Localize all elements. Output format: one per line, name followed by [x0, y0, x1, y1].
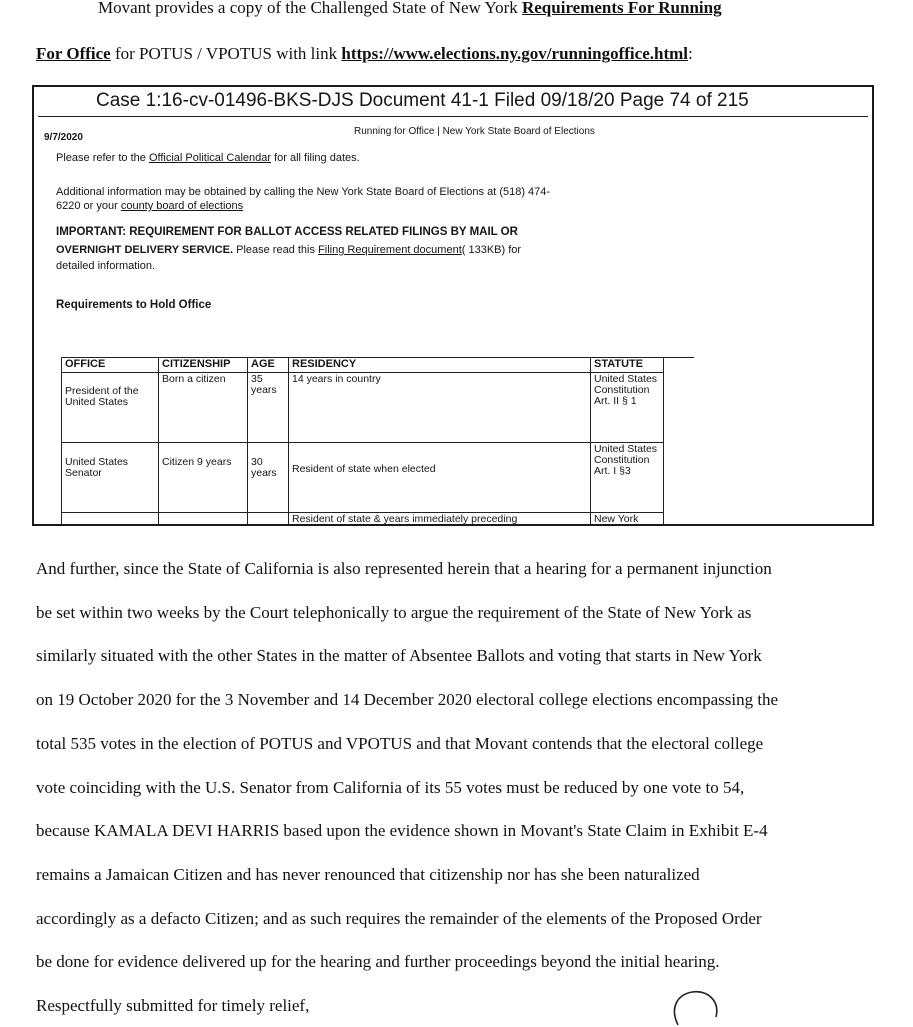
case-header: Case 1:16-cv-01496-BKS-DJS Document 41-1 Filed 09/18/20 Page 74 of 215	[96, 90, 749, 111]
requirements-link[interactable]: Requirements For Running	[521, 0, 722, 17]
exhibit-site-title: Running for Office | New York State Board of Elections	[354, 126, 595, 137]
cell-age-senator: 30 years	[248, 443, 289, 513]
intro-colon: :	[688, 44, 693, 63]
requirements-table	[61, 357, 694, 526]
closing-line: Respectfully submitted for timely relief,	[36, 996, 310, 1015]
body-line-6: vote coinciding with the U.S. Senator from California of its 55 votes must be reduced by one vote to 54,	[36, 778, 745, 797]
intro-line-2	[36, 44, 693, 64]
refer-line	[56, 152, 360, 164]
cell-cut-citizenship	[159, 513, 248, 526]
cell-cut-office	[62, 513, 159, 526]
important-line-3: detailed information.	[56, 260, 156, 272]
body-line-7: because KAMALA DEVI HARRIS based upon the evidence shown in Movant's State Claim in Exhibit E-4	[36, 821, 768, 840]
important-bold: OVERNIGHT DELIVERY SERVICE.	[56, 244, 234, 256]
important-line-1: IMPORTANT: REQUIREMENT FOR BALLOT ACCESS RELATED FILINGS BY MAIL OR	[56, 226, 518, 238]
intro-text: Movant provides a copy of the Challenged State of New York	[98, 0, 522, 17]
county-board-link[interactable]: county board of elections	[120, 200, 244, 212]
exhibit-scan	[32, 85, 874, 526]
additional-prefix: 6220 or your	[56, 200, 121, 212]
cell-age-president: 35 years	[248, 373, 289, 443]
requirements-heading: Requirements to Hold Office	[56, 299, 212, 311]
body-line-9: accordingly as a defacto Citizen; and as such requires the remainder of the elements of the Proposed Order	[36, 909, 762, 928]
col-header-statute: STATUTE	[591, 358, 664, 373]
col-header-residency: RESIDENCY	[289, 358, 591, 373]
col-header-citizenship: CITIZENSHIP	[159, 358, 248, 373]
cell-statute-senator: United States Constitution Art. I §3	[591, 443, 664, 513]
cell-cut-statute: New York	[591, 513, 664, 526]
intro-line-1	[98, 0, 722, 18]
cell-citizenship-president: Born a citizen	[159, 373, 248, 443]
body-line-4: on 19 October 2020 for the 3 November and 14 December 2020 electoral college elections encompassing the	[36, 690, 779, 709]
intro-text-2: for POTUS / VPOTUS with link	[110, 44, 342, 63]
filing-requirement-link[interactable]: Filing Requirement document	[318, 244, 462, 256]
signature-mark	[668, 987, 724, 1027]
body-line-5: total 535 votes in the election of POTUS and VPOTUS and that Movant contends that the electoral college	[36, 734, 764, 753]
body-line-2: be set within two weeks by the Court telephonically to argue the requirement of the State of New York as	[36, 603, 752, 622]
pdf-size: ( 133KB)	[461, 244, 506, 256]
col-header-age: AGE	[248, 358, 289, 373]
cell-cut-age	[248, 513, 289, 526]
body-line-8: remains a Jamaican Citizen and has never renounced that citizenship nor has she been naturalized	[36, 865, 700, 884]
political-calendar-link[interactable]: Official Political Calendar	[148, 152, 272, 164]
cell-citizenship-senator: Citizen 9 years	[159, 443, 248, 513]
cell-residency-president: 14 years in country	[289, 373, 591, 443]
important-line-2	[56, 244, 521, 256]
cell-office-senator: United States Senator	[62, 443, 159, 513]
body-line-3: similarly situated with the other States in the matter of Absentee Ballots and voting that starts in New York	[36, 646, 762, 665]
important-end: for	[505, 244, 522, 256]
for-office-link[interactable]: For Office	[36, 44, 111, 63]
additional-info-line-2	[56, 200, 243, 212]
exhibit-date: 9/7/2020	[44, 132, 83, 143]
cell-residency-senator: Resident of state when elected	[289, 443, 591, 513]
body-line-10: be done for evidence delivered up for the hearing and further proceedings beyond the initial hearing.	[36, 952, 720, 971]
cell-statute-president: United States Constitution Art. II § 1	[591, 373, 664, 443]
elections-url-link[interactable]: https://www.elections.ny.gov/runningoffice.html	[341, 44, 688, 63]
important-rest: Please read this	[233, 244, 319, 256]
refer-suffix: for all filing dates.	[271, 152, 360, 164]
cell-office-president: President of the United States	[62, 373, 159, 443]
additional-info-line-1: Additional information may be obtained by calling the New York State Board of Elections at (518) 474-	[56, 186, 551, 198]
body-line-1: And further, since the State of California is also represented herein that a hearing for a permanent injunction	[36, 559, 772, 578]
refer-prefix: Please refer to the	[56, 152, 149, 164]
col-header-office: OFFICE	[62, 358, 159, 373]
cell-cut-residency: Resident of state & years immediately preceding	[289, 513, 591, 526]
exhibit-divider	[38, 116, 868, 117]
